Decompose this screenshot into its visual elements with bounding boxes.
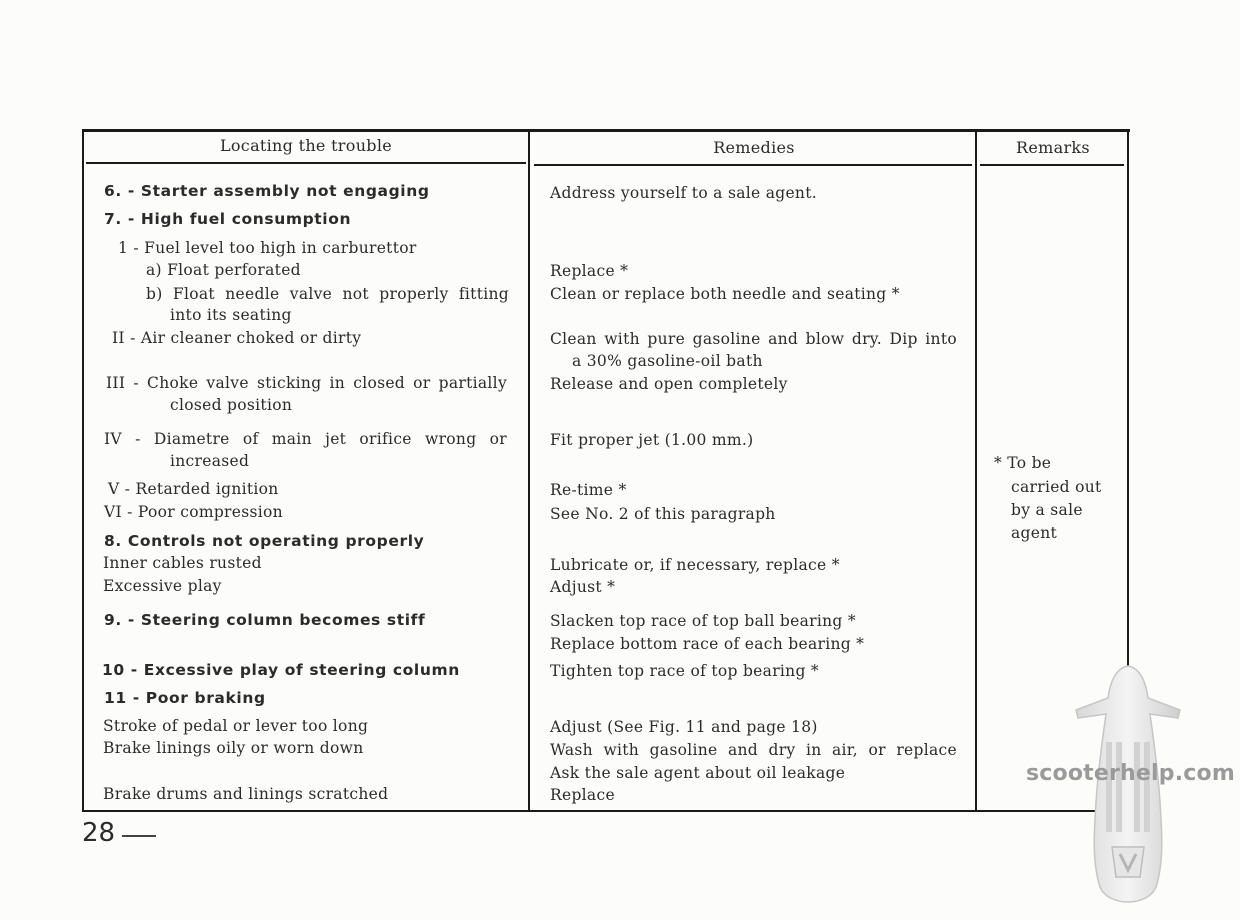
trouble-float-perforated: a) Float perforated (146, 261, 301, 279)
trouble-float-needle: b) Float needle valve not properly fitting (146, 285, 509, 303)
remedy-slacken-race: Slacken top race of top ball bearing * (550, 612, 856, 630)
header-remarks: Remarks (1016, 138, 1090, 157)
page-number-dash (122, 835, 156, 837)
remedy-oil-bath: a 30% gasoline-oil bath (572, 352, 763, 370)
trouble-main-jet: IV - Diametre of main jet orifice wrong or (104, 430, 507, 448)
remark-line-4: agent (1011, 524, 1058, 542)
remedy-replace-drums: Replace (550, 786, 615, 804)
header-rule-1 (86, 162, 526, 164)
remedy-release-choke: Release and open completely (550, 375, 788, 393)
remedy-replace-float: Replace * (550, 262, 629, 280)
heading-item-9: 9. - Steering column becomes stiff (104, 611, 426, 629)
trouble-brake-drums: Brake drums and linings scratched (103, 785, 389, 803)
remark-line-2: carried out (1011, 478, 1102, 496)
heading-item-7: 7. - High fuel consumption (104, 210, 352, 228)
trouble-excessive-play: Excessive play (103, 577, 222, 595)
table-left-rule (82, 129, 84, 812)
trouble-retarded-ignition: V - Retarded ignition (108, 480, 279, 498)
remedy-fit-jet: Fit proper jet (1.00 mm.) (550, 431, 754, 449)
trouble-fuel-level: 1 - Fuel level too high in carburettor (118, 239, 417, 257)
trouble-main-jet-cont: increased (170, 452, 250, 470)
remedy-adjust-play: Adjust * (550, 578, 616, 596)
heading-item-11: 11 - Poor braking (104, 689, 266, 707)
trouble-float-needle-cont: into its seating (170, 306, 292, 324)
trouble-air-cleaner: II - Air cleaner choked or dirty (112, 329, 362, 347)
remedy-retime: Re-time * (550, 481, 627, 499)
header-remedies: Remedies (713, 138, 795, 157)
scooter-logo-icon (1068, 662, 1188, 912)
remedy-oil-leakage: Ask the sale agent about oil leakage (550, 764, 846, 782)
remedy-adjust-brake: Adjust (See Fig. 11 and page 18) (550, 718, 818, 736)
watermark-text: scooterhelp.com (1026, 761, 1235, 786)
remedy-clean-air-cleaner: Clean with pure gasoline and blow dry. Dip into (550, 330, 957, 348)
trouble-choke-valve: III - Choke valve sticking in closed or partially (106, 374, 507, 392)
trouble-stroke-pedal: Stroke of pedal or lever too long (103, 717, 369, 735)
header-locating: Locating the trouble (219, 136, 393, 155)
column-divider-1 (528, 129, 530, 812)
remedy-lubricate: Lubricate or, if necessary, replace * (550, 556, 840, 574)
trouble-choke-valve-cont: closed position (170, 396, 293, 414)
trouble-poor-compression: VI - Poor compression (104, 503, 283, 521)
remedy-sale-agent: Address yourself to a sale agent. (550, 184, 817, 202)
trouble-inner-cables: Inner cables rusted (103, 554, 262, 572)
header-rule-3 (980, 164, 1124, 166)
header-rule-2 (534, 164, 972, 166)
remedy-replace-bottom-race: Replace bottom race of each bearing * (550, 635, 865, 653)
trouble-brake-linings: Brake linings oily or worn down (103, 739, 364, 757)
remedy-see-no-2: See No. 2 of this paragraph (550, 505, 776, 523)
remedy-clean-needle: Clean or replace both needle and seating * (550, 285, 900, 303)
table-bottom-rule (82, 810, 1130, 812)
column-divider-2 (975, 129, 977, 812)
remark-line-3: by a sale (1011, 501, 1083, 519)
remedy-tighten-race: Tighten top race of top bearing * (550, 662, 819, 680)
remedy-wash-gasoline: Wash with gasoline and dry in air, or replace (550, 741, 957, 759)
heading-item-6: 6. - Starter assembly not engaging (104, 182, 430, 200)
heading-item-8: 8. Controls not operating properly (104, 532, 425, 550)
page-number: 28 (82, 818, 116, 848)
remark-line-1: * To be (994, 454, 1052, 472)
heading-item-10: 10 - Excessive play of steering column (102, 661, 460, 679)
